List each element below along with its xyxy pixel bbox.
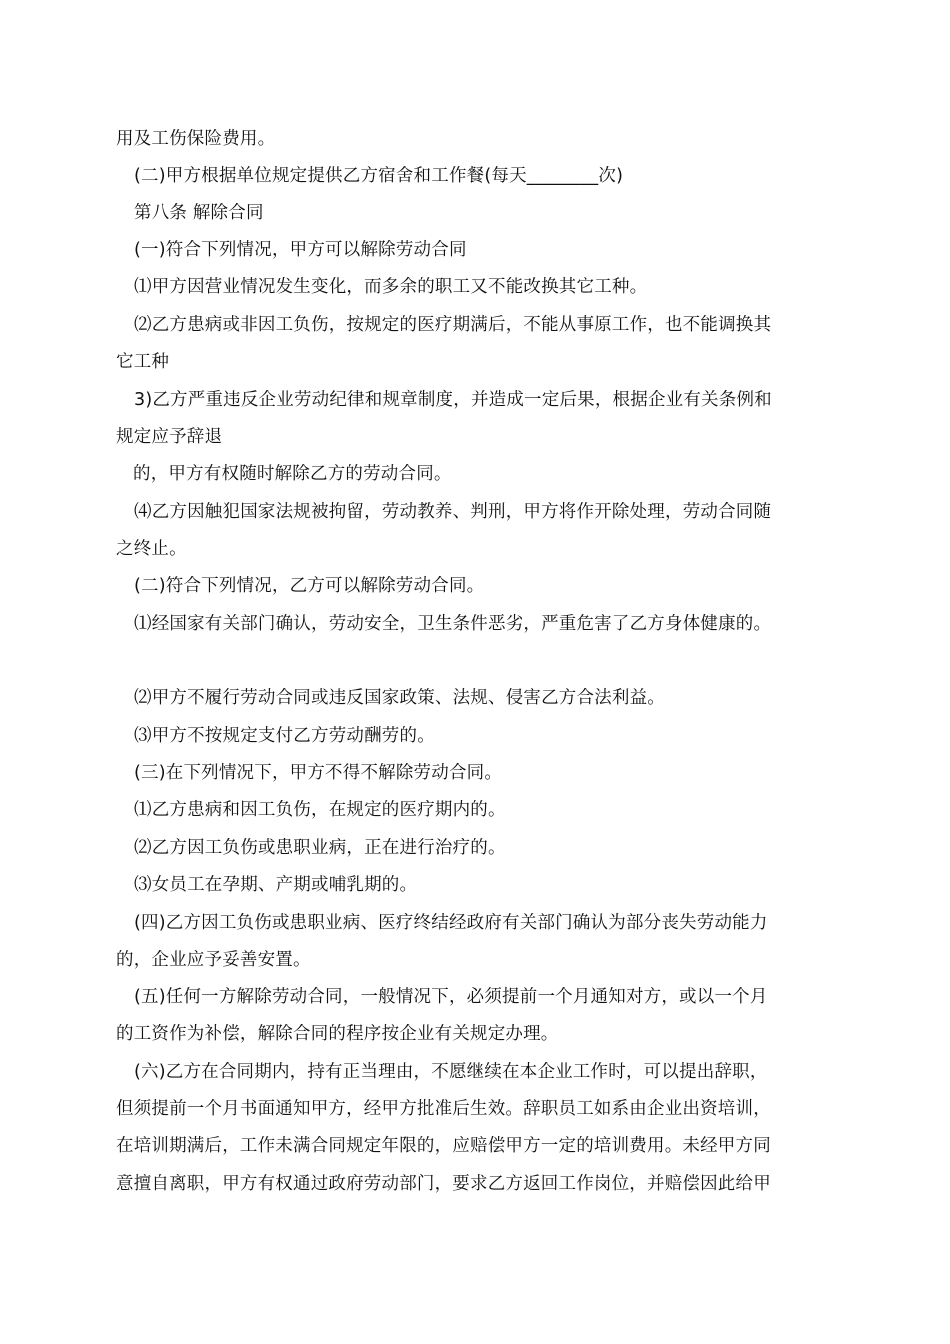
text-line: 意擅自离职，甲方有权通过政府劳动部门，要求乙方返回工作岗位，并赔偿因此给甲 — [116, 1174, 771, 1194]
text-line: (一)符合下列情况，甲方可以解除劳动合同 — [134, 240, 467, 260]
text-line: 之终止。 — [116, 539, 187, 559]
text-line: ⑴甲方因营业情况发生变化，而多余的职工又不能改换其它工种。 — [134, 277, 648, 297]
text-line: 的工资作为补偿，解除合同的程序按企业有关规定办理。 — [116, 1024, 559, 1044]
text-line: (三)在下列情况下，甲方不得不解除劳动合同。 — [134, 763, 503, 783]
text-line: 它工种 — [116, 352, 170, 372]
text-line: 的，企业应予妥善安置。 — [116, 950, 311, 970]
text-line: 的，甲方有权随时解除乙方的劳动合同。 — [133, 464, 452, 484]
text-line: 3)乙方严重违反企业劳动纪律和规章制度，并造成一定后果，根据企业有关条例和 — [134, 390, 772, 410]
section-heading: 第八条 解除合同 — [134, 203, 264, 223]
text-line: ⑶女员工在孕期、产期或哺乳期的。 — [134, 875, 418, 895]
text-line: ⑴乙方患病和因工负伤，在规定的医疗期内的。 — [134, 800, 506, 820]
text-line: 用及工伤保险费用。 — [116, 129, 276, 149]
text-line: (二)符合下列情况，乙方可以解除劳动合同。 — [134, 576, 485, 596]
text-line: (四)乙方因工负伤或患职业病、医疗终结经政府有关部门确认为部分丧失劳动能力 — [134, 913, 768, 933]
text-line: 在培训期满后，工作未满合同规定年限的，应赔偿甲方一定的培训费用。未经甲方同 — [116, 1136, 771, 1156]
text-line: ⑷乙方因触犯国家法规被拘留，劳动教养、判刑，甲方将作开除处理，劳动合同随 — [134, 502, 772, 522]
text-line: ⑵乙方患病或非因工负伤，按规定的医疗期满后，不能从事原工作，也不能调换其 — [134, 315, 772, 335]
text-line: (五)任何一方解除劳动合同，一般情况下，必须提前一个月通知对方，或以一个月 — [134, 987, 768, 1007]
text-line: ⑶甲方不按规定支付乙方劳动酬劳的。 — [134, 726, 435, 746]
text-line: ⑵甲方不履行劳动合同或违反国家政策、法规、侵害乙方合法利益。 — [134, 688, 665, 708]
text-line: (二)甲方根据单位规定提供乙方宿舍和工作餐(每天________次) — [134, 166, 624, 186]
text-line: ⑵乙方因工负伤或患职业病，正在进行治疗的。 — [134, 838, 506, 858]
text-line: ⑴经国家有关部门确认，劳动安全，卫生条件恶劣，严重危害了乙方身体健康的。 — [134, 614, 772, 634]
text-line: 规定应予辞退 — [116, 427, 223, 447]
text-line: (六)乙方在合同期内，持有正当理由，不愿继续在本企业工作时，可以提出辞职， — [134, 1062, 768, 1082]
text-line: 但须提前一个月书面通知甲方，经甲方批准后生效。辞职员工如系由企业出资培训， — [116, 1099, 771, 1119]
